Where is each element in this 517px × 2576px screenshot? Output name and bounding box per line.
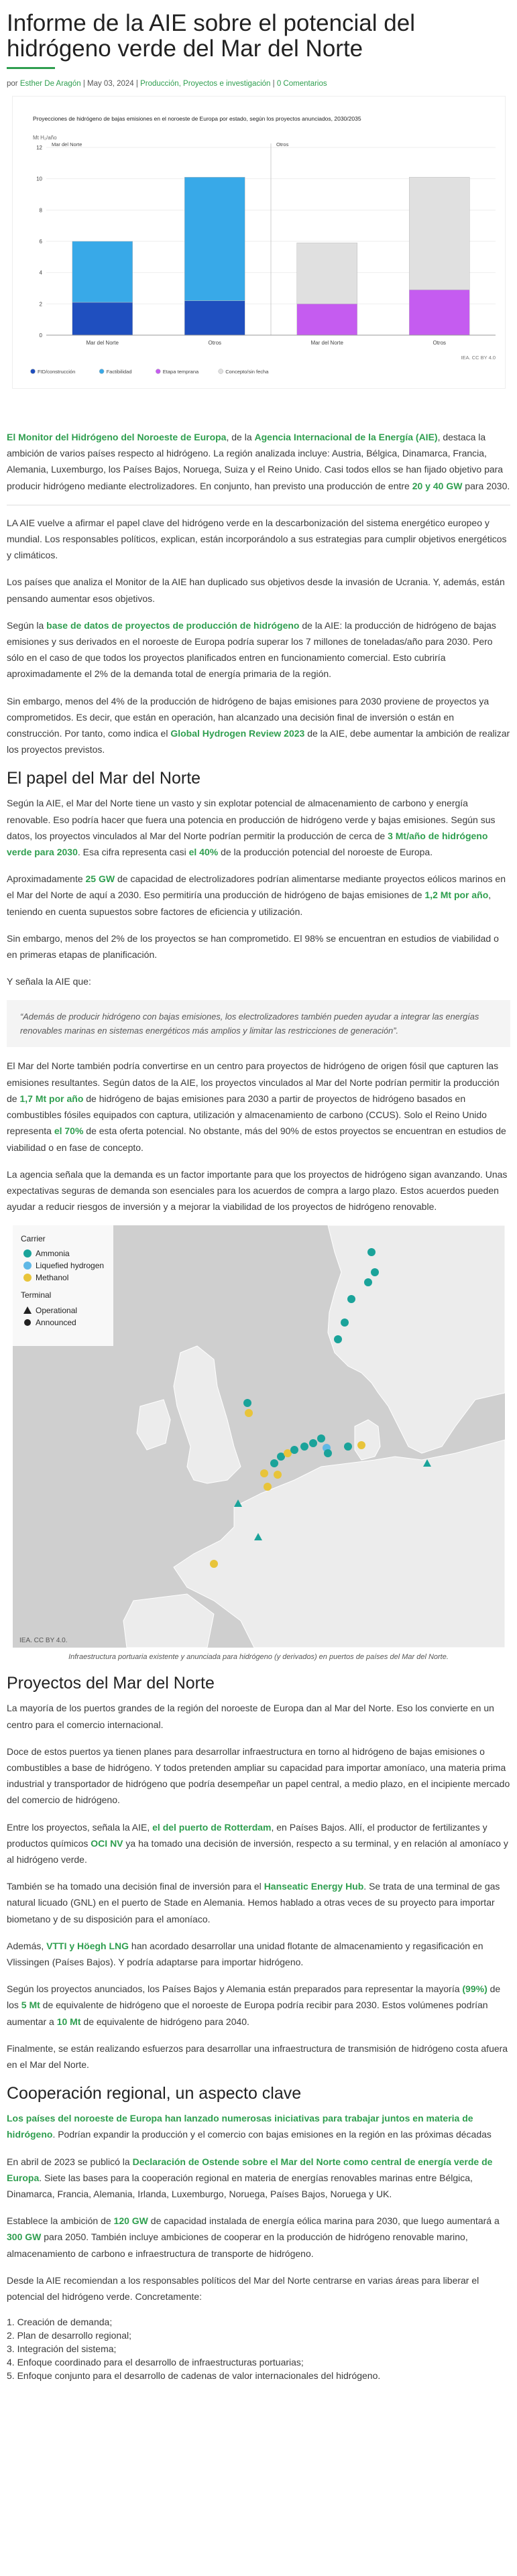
- chart-y-tick: 2: [39, 301, 42, 308]
- text: , de la: [226, 432, 255, 442]
- text: Según la: [7, 619, 47, 631]
- paragraph: La agencia señala que la demanda es un factor importante para que los proyectos de hidrógeno sigan avanzando. Unas expectativas seguras de demanda son esenciales para los acuerdos de compra a largo plazo. Estos acuerdos pueden ayudar a reducir riesgos de inversión y a mejorar la viabilidad de los proyectos de hidrógeno renovable.: [7, 1168, 508, 1213]
- comments-link[interactable]: 0 Comentarios: [276, 80, 327, 88]
- port-marker: [371, 1268, 379, 1276]
- text: de hidrógeno de bajas emisiones para 2030 a partir de proyectos de hidrógeno basados en combustibles fósiles equipados con captura, utilización y almacenamiento de carbono (CCUS). Solo el Reino Unido representa: [7, 1093, 487, 1137]
- list-item: 5. Enfoque conjunto para el desarrollo de cadenas de valor internacionales del hidrógeno.: [7, 2370, 381, 2382]
- chart-legend-swatch: [99, 369, 104, 374]
- legend-methanol-dot: [23, 1274, 32, 1282]
- text: , en Países Bajos. Allí, el productor de fertilizantes y productos químicos: [7, 1821, 487, 1849]
- section-heading: Proyectos del Mar del Norte: [7, 1674, 215, 1693]
- database-link[interactable]: base de datos de proyectos de producción de hidrógeno: [46, 619, 300, 631]
- paragraph: [7, 2213, 510, 2262]
- chart-legend-label: Etapa temprana: [162, 369, 198, 375]
- port-marker: [245, 1409, 253, 1417]
- category-links[interactable]: Producción, Proyectos e investigación: [140, 80, 271, 88]
- text: Aproximadamente: [7, 873, 86, 885]
- text: . Esa cifra representa casi: [77, 847, 189, 858]
- text: . Podrían expandir la producción y el comercio con bajas emisiones en la región en las próximas décadas: [52, 2129, 492, 2140]
- list-item: 3. Integración del sistema;: [7, 2343, 117, 2355]
- text: de capacidad de electrolizadores podrían alimentarse mediante proyectos eólicos marinos en el Mar del Norte de aquí a 2030. Eso permitiría una producción de hidrógeno de bajas emisiones de: [7, 873, 506, 901]
- paragraph: [7, 2154, 510, 2203]
- chart-x-tick: Mar del Norte: [86, 340, 119, 346]
- paragraph: Sin embargo, menos del 2% de los proyectos se han comprometido. El 98% se encuentran en estudios de viabilidad o en primeras etapas de planificación.: [7, 932, 499, 961]
- chart-svg: [13, 97, 505, 388]
- chart-bar-segment: [409, 177, 469, 290]
- highlight: el 40%: [188, 847, 219, 858]
- recommendation-list: [7, 2315, 510, 2382]
- meta-separator: |: [272, 80, 275, 88]
- legend-operational: Operational: [35, 1306, 77, 1316]
- chart-source: IEA. CC BY 4.0: [460, 355, 496, 361]
- author-link[interactable]: Esther De Aragón: [19, 80, 81, 88]
- text: de capacidad instalada de energía eólica marina para 2030, que luego aumentará a: [148, 2215, 500, 2227]
- section-heading: El papel del Mar del Norte: [7, 769, 201, 788]
- port-marker: [264, 1483, 272, 1491]
- port-marker: [341, 1318, 349, 1327]
- legend-terminal: Terminal: [20, 1290, 51, 1300]
- chart-legend-swatch: [218, 369, 223, 374]
- highlight: 300 GW: [7, 2231, 42, 2243]
- text: de la AIE: la producción de hidrógeno de bajas emisiones y sus derivados en el noroeste de Europa podría superar los 7 millones de toneladas/año para 2030. Pero sólo en el caso de que todos los proyectos planificados entren en funcionamiento comercial. Esto cubriría aproximadamente el 2% de la demanda total de energía primaria de la región.: [7, 619, 496, 680]
- vtti-link[interactable]: VTTI y Höegh LNG: [46, 1940, 129, 1951]
- highlight: 3 Mt/año de hidrógeno verde para 2030: [7, 830, 488, 858]
- port-marker: [290, 1446, 298, 1454]
- port-marker: [243, 1399, 251, 1407]
- text: de equivalente de hidrógeno que el noroeste de Europa podría recibir para 2030. Estos volúmenes podrían aumentar a: [7, 2000, 488, 2027]
- highlight: 25 GW: [85, 873, 115, 885]
- blockquote: “Además de producir hidrógeno con bajas emisiones, los electrolizadores también pueden ayudar a integrar las energías renovables marinas en sistemas energéticos más amplios y limitar las restricciones de generación”.: [7, 1000, 510, 1047]
- chart-x-tick: Mar del Norte: [310, 340, 343, 346]
- paragraph: [7, 1058, 510, 1155]
- legend-carrier: Carrier: [20, 1234, 46, 1244]
- paragraph: [7, 1878, 510, 1927]
- map-credit: IEA. CC BY 4.0.: [19, 1637, 68, 1645]
- chart-y-tick: 12: [36, 145, 42, 151]
- port-marker: [260, 1469, 268, 1477]
- legend-announced: Announced: [35, 1318, 76, 1328]
- chart-x-tick: Otros: [432, 340, 446, 346]
- port-marker: [367, 1248, 376, 1256]
- hydrogen-chart: [12, 96, 506, 389]
- post-date: May 03, 2024: [87, 80, 134, 88]
- port-marker: [300, 1443, 308, 1451]
- highlight: (99%): [462, 1983, 487, 1995]
- intro-paragraph: [7, 429, 510, 494]
- chart-legend-label: Concepto/sin fecha: [225, 369, 268, 375]
- port-marker: [364, 1278, 372, 1286]
- text: , destaca la ambición de varios países respecto al hidrógeno. La región analizada incluye: Austria, Bélgica, Dinamarca, Francia, Alemania, Luxemburgo, los Países Bajos, Noruega, Suiza y el Reino Unido. Casi todos ellos se han fijado objetivo para producir hidrógeno mediante electrolizadores. En conjunto, han previsto una producción de entre: [7, 432, 504, 491]
- text: de los: [7, 1983, 501, 2011]
- port-marker: [344, 1443, 352, 1451]
- chart-bar-segment: [184, 177, 245, 300]
- chart-x-tick: Otros: [207, 340, 221, 346]
- text: han acordado desarrollar una unidad flotante de almacenamiento y regasificación en Vlissingen (Países Bajos). Y podría adaptarse para importar hidrógeno.: [7, 1940, 483, 1967]
- text: También se ha tomado una decisión final de inversión para el: [7, 1881, 264, 1892]
- text: Establece la ambición de: [7, 2215, 114, 2227]
- chart-y-label: Mt H₂/año: [32, 135, 57, 141]
- paragraph: Y señala la AIE que:: [7, 976, 91, 987]
- meta-separator: |: [82, 80, 85, 88]
- legend-announced-dot: [24, 1319, 31, 1326]
- legend-ammonia-dot: [23, 1249, 32, 1258]
- map-caption: Infraestructura portuaria existente y anunciada para hidrógeno (y derivados) en puertos de países del Mar del Norte.: [68, 1653, 449, 1662]
- highlight: 1,7 Mt por año: [19, 1093, 84, 1104]
- rotterdam-link[interactable]: el del puerto de Rotterdam: [152, 1821, 272, 1833]
- aie-link[interactable]: Agencia Internacional de la Energía (AIE): [254, 432, 438, 442]
- map-legend-bg: [13, 1225, 113, 1346]
- chart-legend-label: FID/construcción: [37, 369, 75, 375]
- text: de equivalente de hidrógeno para 2040.: [80, 2016, 249, 2027]
- chart-legend-label: Factibilidad: [106, 369, 132, 375]
- port-marker: [274, 1471, 282, 1479]
- port-marker: [357, 1441, 365, 1449]
- highlight: 120 GW: [113, 2215, 148, 2227]
- text: Según la AIE, el Mar del Norte tiene un vasto y sin explotar potencial de almacenamiento de carbono y energía renovable. Eso podría hacer que fuera una potencia en producción de hidrógeno verde y bajas emisiones. Según sus datos, los proyectos vinculados al Mar del Norte podrían permitir la producción de cerca de: [7, 798, 496, 841]
- chart-y-tick: 10: [36, 176, 42, 182]
- list-item: 4. Enfoque coordinado para el desarrollo de infraestructuras portuarias;: [7, 2357, 304, 2368]
- paragraph: Desde la AIE recomiendan a los responsables políticos del Mar del Norte centrarse en varias áreas para liberar el potencial del hidrógeno verde. Concretamente:: [7, 2274, 479, 2302]
- text: Sin embargo, menos del 4% de la producción de hidrógeno de bajas emisiones para 2030 proviene de proyectos ya comprometidos. Es decir, que están en operación, han alcanzado una decisión final de inversión o están en construcción. Por tanto, como indica el: [7, 695, 490, 739]
- chart-bar-segment: [296, 304, 357, 335]
- chart-y-tick: 8: [39, 207, 42, 214]
- chart-group-label: Mar del Norte: [51, 141, 82, 147]
- port-marker: [210, 1560, 218, 1568]
- chart-title: Proyecciones de hidrógeno de bajas emisiones en el noroeste de Europa por estado, según los proyectos anunciados, 2030/2035: [32, 115, 361, 122]
- paragraph: LA AIE vuelve a afirmar el papel clave del hidrógeno verde en la descarbonización del sistema energético europeo y mundial. Los responsables políticos, explican, están incorporándolo a sus estrategias para cumplir objetivos energéticos y climáticos.: [7, 517, 507, 561]
- legend-ammonia: Ammonia: [35, 1249, 70, 1259]
- paragraph: Los países que analiza el Monitor de la AIE han duplicado sus objetivos desde la invasión de Ucrania. Y, además, están pensando aumentar esos objetivos.: [7, 576, 505, 604]
- text: Según los proyectos anunciados, los Países Bajos y Alemania están preparados para representar la mayoría: [7, 1983, 463, 1995]
- chart-y-tick: 6: [39, 239, 42, 245]
- section-heading: Cooperación regional, un aspecto clave: [7, 2084, 302, 2103]
- paragraph: Doce de estos puertos ya tienen planes para desarrollar infraestructura en torno al hidrógeno de bajas emisiones o combustibles a base de hidrógeno. Y todos pretenden ampliar su capacidad para importar amoníaco, una materia prima industrial y transportador de hidrógeno que podría desempeñar un papel central, a medio plazo, en el incipiente mercado del comercio de hidrógeno.: [7, 1745, 510, 1806]
- chart-group-label: Otros: [276, 141, 288, 147]
- port-marker: [324, 1449, 332, 1457]
- paragraph: [7, 1938, 510, 1970]
- page-title: Informe de la AIE sobre el potencial del hidrógeno verde del Mar del Norte: [7, 10, 415, 62]
- port-marker: [334, 1335, 342, 1343]
- meta-separator: |: [135, 80, 138, 88]
- chart-bar-segment: [72, 302, 132, 335]
- text: para 2050. También incluye ambiciones de cooperar en la producción de hidrógeno renovable marino, almacenamiento de carbono e infraestructura de transporte de hidrógeno.: [7, 2231, 468, 2259]
- text: para 2030.: [462, 480, 510, 491]
- highlight: Los países del noroeste de Europa han lanzado numerosas iniciativas para trabajar juntos en materia de hidrógeno: [7, 2113, 473, 2140]
- port-marker: [317, 1434, 325, 1443]
- port-marker: [309, 1439, 317, 1447]
- port-marker: [270, 1459, 278, 1467]
- monitor-link[interactable]: El Monitor del Hidrógeno del Noroeste de Europa: [7, 432, 227, 442]
- text: El Mar del Norte también podría convertirse en un centro para proyectos de hidrógeno de origen fósil que capturen las emisiones resultantes. Según datos de la AIE, los proyectos vinculados al Mar del Norte podrían permitir la producción de: [7, 1060, 500, 1104]
- text: , teniendo en cuenta supuestos sobre factores de eficiencia y utilización.: [7, 890, 492, 917]
- text: de esta oferta potencial. No obstante, más del 90% de estos proyectos se encuentran en estudios de viabilidad o en fase de concepto.: [7, 1125, 506, 1153]
- text: de la AIE, debe aumentar la ambición de realizar los proyectos previstos.: [7, 728, 510, 755]
- chart-y-tick: 0: [39, 332, 42, 339]
- meta-prefix: por: [7, 80, 18, 88]
- highlight: el 70%: [54, 1125, 84, 1137]
- port-marker: [347, 1295, 355, 1303]
- chart-bar-segment: [184, 301, 245, 335]
- paragraph: Finalmente, se están realizando esfuerzos para desarrollar una infraestructura de transmisión de hidrógeno costa afuera en el Mar del Norte.: [7, 2042, 508, 2070]
- list-item: 2. Plan de desarrollo regional;: [7, 2330, 132, 2341]
- highlight: 1,2 Mt por año: [424, 890, 489, 901]
- paragraph: La mayoría de los puertos grandes de la región del noroeste de Europa dan al Mar del Norte. Eso los convierte en un centro para el comercio internacional.: [7, 1703, 494, 1730]
- paragraph: [7, 617, 510, 682]
- chart-legend-swatch: [30, 369, 35, 374]
- text: ya ha tomado una decisión de inversión, respecto a su terminal, y en relación al amoníaco y al hidrógeno verde.: [7, 1837, 508, 1865]
- chart-legend-swatch: [156, 369, 160, 374]
- chart-bar-segment: [296, 243, 357, 304]
- post-meta: [7, 80, 510, 88]
- paragraph: [7, 1981, 510, 2030]
- paragraph: [7, 871, 510, 920]
- ostende-link[interactable]: Declaración de Ostende sobre el Mar del Norte como central de energía verde de Europa: [7, 2156, 493, 2183]
- list-item: 1. Creación de demanda;: [7, 2317, 113, 2328]
- port-map: [13, 1225, 505, 1648]
- highlight: 20 y 40 GW: [412, 480, 463, 491]
- text: Entre los proyectos, señala la AIE,: [7, 1821, 153, 1833]
- global-review-link[interactable]: Global Hydrogen Review 2023: [170, 728, 305, 739]
- title-underline: [7, 67, 55, 69]
- chart-bar-segment: [72, 241, 132, 302]
- text: de la producción potencial del noroeste de Europa.: [218, 847, 433, 858]
- chart-bar-segment: [409, 290, 469, 335]
- hanseatic-link[interactable]: Hanseatic Energy Hub: [264, 1881, 364, 1892]
- highlight: 5 Mt: [21, 2000, 40, 2011]
- text: Además,: [7, 1940, 47, 1951]
- text: En abril de 2023 se publicó la: [7, 2156, 133, 2167]
- paragraph: [7, 693, 510, 758]
- legend-methanol: Methanol: [35, 1273, 68, 1283]
- legend-lh2-dot: [23, 1262, 32, 1270]
- oci-link[interactable]: OCI NV: [91, 1837, 123, 1849]
- paragraph: [7, 1819, 510, 1868]
- map-svg: [13, 1225, 505, 1648]
- highlight: 10 Mt: [56, 2016, 81, 2027]
- chart-y-tick: 4: [39, 269, 42, 276]
- paragraph: [7, 795, 510, 860]
- map-land-denmark: [355, 1420, 380, 1460]
- text: . Siete las bases para la cooperación regional en materia de energías renovables marinas entre Bélgica, Dinamarca, Francia, Alemania, Irlanda, Luxemburgo, Noruega, Países Bajos, Noruega y UK.: [7, 2172, 473, 2199]
- paragraph: [7, 2110, 510, 2142]
- text: . Se trata de una terminal de gas natural licuado (GNL) en el puerto de Stade en Alemania. Hemos hablado a otras veces de su proyecto para importar biometano y de su disposición para el amoníaco.: [7, 1881, 500, 1924]
- legend-lh2: Liquefied hydrogen: [35, 1261, 104, 1271]
- article: [0, 11, 517, 2382]
